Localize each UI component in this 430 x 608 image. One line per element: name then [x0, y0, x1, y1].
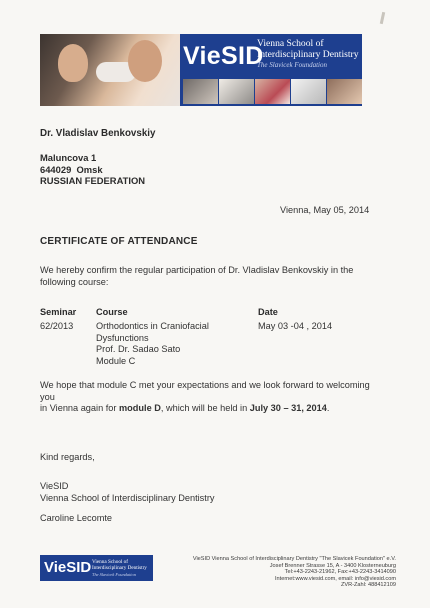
header-banner — [40, 34, 362, 106]
date-header: Date — [258, 307, 278, 317]
foundation-name: The Slavicek Foundation — [257, 61, 327, 69]
school-name — [257, 38, 361, 60]
recipient-address — [40, 152, 145, 187]
footer-logo — [40, 555, 153, 581]
course-line: Module C — [96, 355, 136, 366]
kind-regards: Kind regards, — [40, 452, 95, 462]
course-line: Dysfunctions — [96, 332, 149, 343]
photo-figure — [128, 40, 162, 82]
address-country: RUSSIAN FEDERATION — [40, 175, 146, 187]
address-street: Maluncova 1 — [40, 152, 97, 163]
seminar-value: 62/2013 — [40, 321, 74, 331]
footer-logo-text: VieSID — [44, 559, 92, 576]
thumbnail-image — [219, 79, 254, 104]
footer-school-name — [92, 559, 152, 571]
footer-school-line: Vienna School of — [92, 559, 128, 565]
closing-text: , which will be held in — [160, 403, 250, 413]
header-thumbnails — [183, 79, 362, 104]
course-line: Orthodontics in Craniofacial — [96, 321, 209, 331]
letter-date: Vienna, May 05, 2014 — [280, 205, 370, 215]
footer-line: Internet:www.viesid.com, email: info@viesid.com — [274, 575, 396, 582]
school-name-line: Vienna School of — [257, 38, 324, 49]
closing-text: in Vienna again for — [40, 403, 120, 413]
footer-line: Josef Brenner Strasse 15, A - 3400 Klosterneuburg — [269, 562, 396, 569]
address-city: 644029 Omsk — [40, 163, 103, 175]
thumbnail-image — [327, 79, 362, 104]
confirmation-line: following course: — [40, 276, 109, 287]
thumbnail-image — [183, 79, 218, 104]
footer-foundation: The Slavicek Foundation — [92, 572, 136, 577]
thumbnail-image — [255, 79, 290, 104]
closing-line: We hope that module C met your expectations and we look forward to welcoming you — [40, 380, 370, 402]
photo-figure — [58, 44, 88, 82]
closing-paragraph — [40, 380, 380, 415]
footer-school-line: Interdisciplinary Dentistry — [92, 565, 147, 571]
viesid-logo: VieSID — [183, 42, 264, 70]
recipient-name: Dr. Vladislav Benkovskiy — [40, 128, 156, 139]
footer-line: ZVR-Zahl: 488412109 — [340, 582, 396, 589]
next-module: module D — [119, 403, 161, 413]
closing-text: . — [326, 403, 330, 413]
scan-mark — [380, 12, 385, 24]
course-line: Prof. Dr. Sadao Sato — [96, 344, 181, 354]
course-date-value: May 03 -04 , 2014 — [258, 321, 333, 331]
course-header: Course — [96, 307, 128, 317]
closing-line — [40, 403, 380, 415]
organization-full: Vienna School of Interdisciplinary Dentistry — [40, 493, 215, 503]
confirmation-text — [40, 265, 370, 288]
school-name-line: Interdisciplinary Dentistry — [257, 49, 359, 60]
organization-short: VieSID — [40, 481, 69, 491]
signer-name: Caroline Lecomte — [40, 513, 113, 523]
footer-contact — [193, 556, 396, 589]
thumbnail-image — [291, 79, 326, 104]
seminar-header: Seminar — [40, 307, 77, 317]
header-photo — [40, 34, 180, 106]
next-module-dates: July 30 – 31, 2014 — [249, 403, 327, 413]
footer-line: Tel:+43-2243-21962, Fax:+43-2243-3414090 — [284, 569, 396, 576]
footer-line: VieSID Vienna School of Interdisciplinary Dentistry "The Slavicek Foundation" e.V. — [192, 556, 396, 562]
certificate-title: CERTIFICATE OF ATTENDANCE — [40, 236, 198, 247]
confirmation-line: We hereby confirm the regular participation of Dr. Vladislav Benkovskiy in the — [40, 265, 354, 275]
course-value — [96, 321, 209, 367]
